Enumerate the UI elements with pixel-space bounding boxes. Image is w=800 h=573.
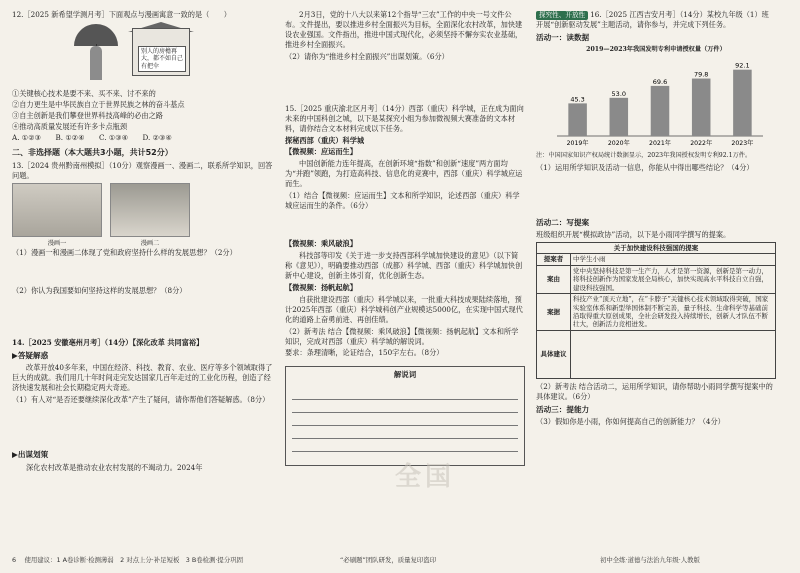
q12-option: ④推动高质量发展还有许多卡点瓶颈	[12, 121, 128, 131]
umbrella-icon	[74, 24, 118, 46]
x-tick-label: 2019年	[566, 140, 589, 148]
right-column	[536, 10, 776, 548]
q12-choices: A. ①②③ B. ①②④ C. ①③④ D. ②③④	[12, 132, 172, 142]
q12-stem: 12.［2025 新希望学测月考］下面观点与漫画寓意一致的是（ ）	[12, 10, 231, 19]
q16-stem: 探究性、开放性 16.［2025 江西吉安月考］（14分）某校九年级（1）班开展“创新驱动发展”主题活动，请你参与，并完成下列任务。	[536, 10, 769, 30]
proposal-title: 关于加快建设科技强国的提案	[537, 242, 776, 253]
table-row: 具体建议	[537, 330, 776, 378]
activity-3-heading: 活动三：提能力	[536, 404, 590, 414]
footer-right: 初中全练·道德与法治九年级·人教版	[600, 556, 700, 564]
bar-value-label: 53.0	[611, 89, 627, 98]
activity-1-heading: 活动一：读数据	[536, 33, 590, 43]
left-column	[12, 10, 274, 548]
table-row: 案据 科技产业“顶天立地”，在“卡脖子”关键核心技术领域取得突破，国家实验室体系和新型举国体制不断完善，量子科技、生命科学等基础前沿取得重大原创成果，全社会研发投入持续增长，创新人才队伍不断壮大，创新活力竞相迸发。	[537, 294, 776, 331]
page-number: 6	[12, 556, 17, 564]
q12-option: ③自主创新是我们攀登世界科技高峰的必由之路	[12, 110, 163, 120]
answer-space[interactable]	[285, 213, 525, 239]
table-row: 案由 党中央坚持科技是第一生产力，人才是第一资源，创新是第一动力，将科技创新作为国家发展全局核心，加快实现高水平科技自立自强，建设科技强国。	[537, 265, 776, 293]
patent-bar-chart	[541, 56, 771, 152]
q13-sub1: （1）漫画一和漫画二体现了党和政府坚持什么样的发展思想？（2分）	[12, 248, 237, 258]
q14-heading-2: ▶出谋划策	[12, 450, 49, 460]
suggestion-cell[interactable]	[571, 330, 776, 378]
bar	[610, 98, 629, 136]
chart-note: 注：中国国家知识产权局统计数据显示，2023年我国授权发明专利92.1万件。	[536, 152, 752, 160]
q14-sub1: （1）有人对“是否还要继续深化改革”产生了疑问，请你帮他们答疑解惑。（8分）	[12, 395, 270, 405]
q13-sub2: （2）你认为我国要如何坚持这样的发展思想？（8分）	[12, 286, 187, 296]
watermark: 全国	[395, 462, 456, 492]
activity-2-text: 班级组织开展“模拟政协”活动，以下是小雨同学撰写的提案。	[536, 230, 731, 239]
x-tick-label: 2021年	[649, 140, 671, 148]
q15-sub2: （2）新考法 结合【微视频：乘风破浪】【微视频：扬帆起航】文本和所学知识，完成对西部（重庆）科学城的解说词。	[285, 326, 519, 346]
q12-options	[12, 89, 274, 143]
q16-tag: 探究性、开放性	[536, 11, 588, 20]
answer-space[interactable]	[12, 260, 274, 286]
bar-value-label: 79.8	[693, 70, 709, 79]
video-3-text: 自获批建设西部（重庆）科学城以来，一批重大科技成果陆续落地，预计2025年西部（重庆）科学城科创产业规模达5000亿，在实现中国式现代化的道路上奋勇前进、再创佳绩。	[285, 294, 523, 324]
q16-sub2: （2）新考法 结合活动二，运用所学知识，请你帮助小雨同学撰写提案中的具体建议。（6分）	[536, 381, 773, 401]
bar	[651, 86, 670, 136]
q15-sub1: （1）结合【微视频：应运而生】文本和所学知识，论述西部（重庆）科学城应运而生的条件。（6分）	[285, 191, 520, 211]
video-1-title: 【微视频：应运而生】	[285, 147, 357, 157]
q13-stem: 13.［2024 贵州黔南州模拟］（10分）观察漫画一、漫画二，联系所学知识，回答问题。	[12, 160, 273, 180]
footer-center: “必刷题”团队研发，质量复印盗印	[340, 556, 437, 564]
q14-heading-1: ▶答疑解惑	[12, 350, 49, 360]
q16-sub1: （1）运用所学知识及活动一信息，你能从中得出哪些结论？（4分）	[536, 162, 754, 172]
table-row: 提案者 中学生小雨	[537, 254, 776, 265]
chart-title: 2019—2023年我国发明专利申请授权量（万件）	[586, 45, 726, 53]
cartoon-two-image	[110, 183, 190, 237]
bar	[733, 70, 752, 136]
cartoon-two-caption: 漫画二	[140, 239, 160, 247]
video-2-title: 【微视频：乘风破浪】	[285, 239, 357, 249]
commentary-box[interactable]	[285, 366, 525, 466]
q13-cartoons	[12, 183, 274, 237]
q15-requirements: 要求：条理清晰，论证结合，150字左右。（8分）	[285, 348, 444, 358]
cartoon-one-caption: 漫画一	[47, 239, 67, 247]
video-1-text: 中国创新能力连年提高，在创新环境“指数”和创新“速度”两方面均为“并跑”领跑，为打造高科技、信息化的竞赛中，西部（重庆）科学城应运而生。	[285, 159, 523, 189]
proposal-table	[536, 242, 776, 379]
section-heading: 二、非选择题（本大题共3小题，共计52分）	[12, 147, 173, 157]
bar	[692, 79, 711, 136]
commentary-box-title: 解说词	[393, 370, 417, 380]
umbrella-cartoon	[52, 22, 202, 86]
bar	[568, 103, 587, 136]
x-tick-label: 2020年	[607, 140, 630, 148]
answer-space[interactable]	[12, 298, 274, 338]
bar-value-label: 45.3	[570, 95, 585, 104]
q14-passage: 改革开放40多年来，中国在经济、科技、教育、农业、医疗等多个领域取得了巨大的成就。我们用几十年时间走完发达国家几百年走过的工业化历程，创造了经济快速发展和社会长期稳定两大奇迹。	[12, 363, 273, 393]
footer-left	[12, 556, 243, 565]
q14-stem: 14.［2025 安徽亳州月考］（14分）【深化改革 共同富裕】	[12, 337, 204, 347]
q14-continued: 2月3日，党的十八大以来第12个指导“三农”工作的中央一号文件公布。文件提出，要以推进乡村全面振兴为目标，全面深化农村改革，加快建设农业强国。文件指出，推进中国式现代化，必须坚持不懈夯实农业基础，推进乡村全面振兴。	[285, 10, 523, 49]
usage-tip: 使用建议：1 A卷诊断·检测薄弱 2 对点上分·补足短板 3 B卷检测·提分巩固	[24, 556, 243, 564]
person-figure	[90, 46, 102, 80]
x-tick-label: 2023年	[731, 140, 754, 148]
video-3-title: 【微视频：扬帆起航】	[285, 282, 357, 292]
x-tick-label: 2022年	[690, 140, 713, 148]
q12-option: ②自力更生是中华民族自立于世界民族之林的奋斗基点	[12, 99, 185, 109]
answer-space[interactable]	[285, 64, 525, 104]
q14-passage-2: 深化农村改革是推动农业农村发展的不竭动力。2024年	[26, 462, 203, 472]
video-2-text: 科技部等印发《关于进一步支持西部科学城加快建设的意见》（以下简称《意见》），明确要推动西部（成都）科学城、西部（重庆）科学城加快创新中心建设，创新主体引育，优化创新生态。	[285, 251, 523, 280]
q12-option: ①关键核心技术是要不来、买不来、讨不来的	[12, 88, 156, 98]
bar-value-label: 69.6	[652, 77, 668, 86]
q15-theme: 探秘西部（重庆）科学城	[285, 135, 365, 145]
q14-sub2: （2）请你为“推进乡村全面振兴”出谋划策。（6分）	[285, 51, 449, 61]
speech-bubble: 别人的房檐再大，都不如自己有把伞	[138, 46, 186, 73]
bar-value-label: 92.1	[735, 61, 750, 70]
answer-space[interactable]	[12, 407, 274, 447]
cartoon-one-image	[12, 183, 102, 237]
answer-space[interactable]	[536, 175, 776, 215]
q15-stem: 15.［2025 重庆渝北区月考］（14分）西部（重庆）科学城，正在成为面向未来的中国科创之城，以下是某探究小组为参加微视频大赛准备的文本材料，请你结合文本材料完成以下任务。	[285, 103, 524, 133]
activity-2-heading: 活动二：写提案	[536, 217, 590, 227]
q16-sub3: （3）假如你是小雨，你如何提高自己的创新能力？（4分）	[536, 417, 725, 427]
